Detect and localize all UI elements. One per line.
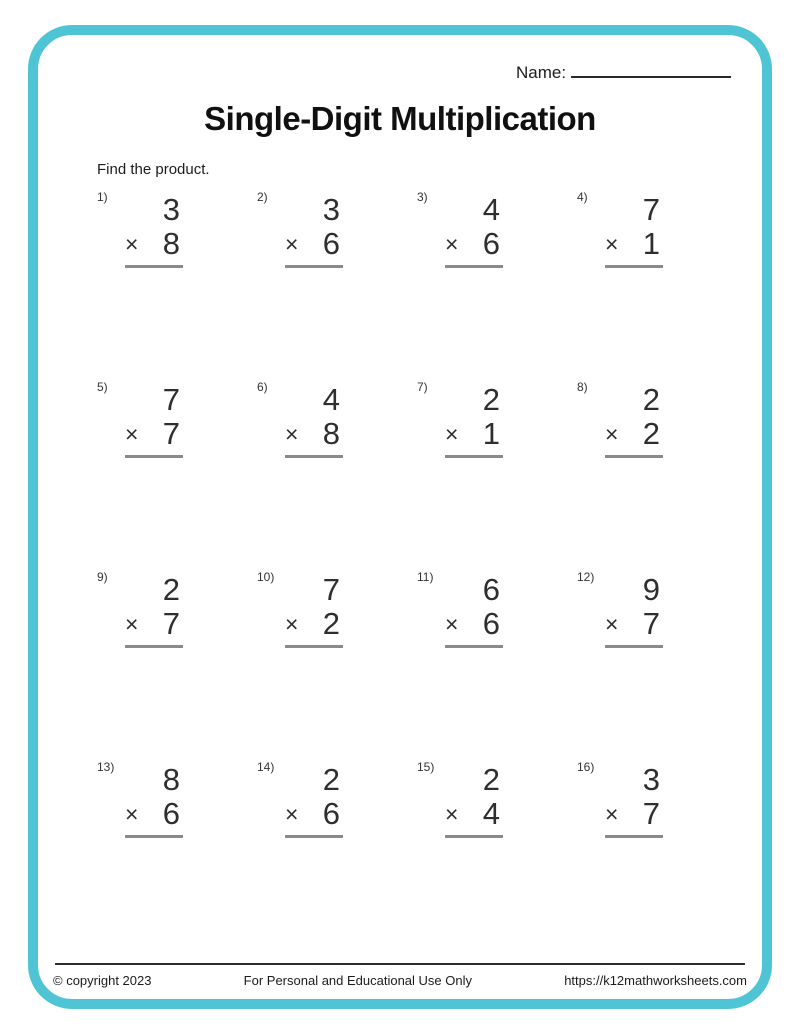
footer-url: https://k12mathworksheets.com xyxy=(564,973,747,988)
name-blank-line xyxy=(571,61,731,78)
problem-cell xyxy=(257,378,343,568)
multiplicand: 4 xyxy=(322,382,340,417)
problem-number: 1) xyxy=(97,190,108,204)
multiply-sign: × xyxy=(285,611,299,637)
multiplier-row xyxy=(605,416,663,452)
multiplier: 7 xyxy=(162,606,180,641)
problem-number: 9) xyxy=(97,570,108,584)
problem-column xyxy=(285,378,343,458)
problem-cell xyxy=(257,758,343,948)
answer-line xyxy=(125,645,183,648)
problem-cell xyxy=(417,378,503,568)
multiplier-row xyxy=(285,416,343,452)
multiplier-row xyxy=(605,796,663,832)
problem-cell xyxy=(577,378,663,568)
answer-line xyxy=(605,455,663,458)
problem-column xyxy=(605,188,663,268)
problem-column xyxy=(445,188,503,268)
multiplier: 6 xyxy=(322,796,340,831)
multiplier-row xyxy=(285,226,343,262)
multiply-sign: × xyxy=(605,801,619,827)
copyright-text: © copyright 2023 xyxy=(53,973,152,988)
multiplier: 7 xyxy=(642,606,660,641)
multiplier: 6 xyxy=(162,796,180,831)
multiply-sign: × xyxy=(125,801,139,827)
problem-column xyxy=(125,568,183,648)
multiply-sign: × xyxy=(605,231,619,257)
multiplicand: 9 xyxy=(642,572,660,607)
multiplier: 2 xyxy=(322,606,340,641)
problem-number: 4) xyxy=(577,190,588,204)
multiplicand: 3 xyxy=(642,762,660,797)
multiplier-row xyxy=(445,416,503,452)
multiplier-row xyxy=(605,606,663,642)
problem-column xyxy=(605,568,663,648)
answer-line xyxy=(285,835,343,838)
problem-cell xyxy=(577,188,663,378)
multiply-sign: × xyxy=(445,421,459,447)
multiplier-row xyxy=(285,796,343,832)
multiplier: 6 xyxy=(322,226,340,261)
name-field-row xyxy=(516,61,731,83)
footer xyxy=(53,973,747,988)
problem-column xyxy=(445,758,503,838)
multiplier: 1 xyxy=(482,416,500,451)
multiplicand: 7 xyxy=(322,572,340,607)
multiply-sign: × xyxy=(125,421,139,447)
problem-column xyxy=(605,758,663,838)
problem-number: 14) xyxy=(257,760,275,774)
multiplicand: 7 xyxy=(642,192,660,227)
multiplicand: 6 xyxy=(482,572,500,607)
multiplier: 8 xyxy=(162,226,180,261)
problem-number: 7) xyxy=(417,380,428,394)
multiplier: 4 xyxy=(482,796,500,831)
answer-line xyxy=(605,835,663,838)
multiplier: 2 xyxy=(642,416,660,451)
answer-line xyxy=(125,265,183,268)
answer-line xyxy=(125,455,183,458)
problem-column xyxy=(285,568,343,648)
problem-column xyxy=(125,188,183,268)
answer-line xyxy=(605,265,663,268)
multiply-sign: × xyxy=(445,231,459,257)
multiplicand: 2 xyxy=(482,382,500,417)
answer-line xyxy=(285,265,343,268)
problem-column xyxy=(125,378,183,458)
problem-column xyxy=(125,758,183,838)
problem-number: 8) xyxy=(577,380,588,394)
answer-line xyxy=(445,265,503,268)
problem-cell xyxy=(97,188,183,378)
problem-number: 10) xyxy=(257,570,275,584)
multiplicand: 8 xyxy=(162,762,180,797)
problem-number: 15) xyxy=(417,760,435,774)
page-title: Single-Digit Multiplication xyxy=(204,100,596,137)
problems-grid xyxy=(97,188,737,948)
multiply-sign: × xyxy=(285,421,299,447)
answer-line xyxy=(285,455,343,458)
problem-number: 11) xyxy=(417,570,434,584)
multiplicand: 2 xyxy=(162,572,180,607)
multiplier-row xyxy=(125,416,183,452)
problem-number: 5) xyxy=(97,380,108,394)
multiply-sign: × xyxy=(125,231,139,257)
problem-cell xyxy=(577,568,663,758)
multiplicand: 4 xyxy=(482,192,500,227)
problem-number: 12) xyxy=(577,570,595,584)
problem-column xyxy=(605,378,663,458)
answer-line xyxy=(445,835,503,838)
multiply-sign: × xyxy=(125,611,139,637)
problem-number: 13) xyxy=(97,760,115,774)
multiplier-row xyxy=(445,226,503,262)
multiplier-row xyxy=(125,796,183,832)
multiplicand: 3 xyxy=(322,192,340,227)
multiplicand: 2 xyxy=(642,382,660,417)
multiplier-row xyxy=(125,606,183,642)
problem-number: 16) xyxy=(577,760,595,774)
multiplier-row xyxy=(445,606,503,642)
multiply-sign: × xyxy=(285,801,299,827)
multiply-sign: × xyxy=(285,231,299,257)
instructions-text: Find the product. xyxy=(97,161,210,178)
problem-column xyxy=(285,758,343,838)
multiplier-row xyxy=(285,606,343,642)
problem-cell xyxy=(97,378,183,568)
problem-cell xyxy=(257,568,343,758)
multiply-sign: × xyxy=(445,801,459,827)
problem-cell xyxy=(97,568,183,758)
multiplier-row xyxy=(605,226,663,262)
problem-cell xyxy=(577,758,663,948)
multiply-sign: × xyxy=(605,421,619,447)
multiplicand: 3 xyxy=(162,192,180,227)
multiplier: 8 xyxy=(322,416,340,451)
problem-column xyxy=(445,378,503,458)
problem-column xyxy=(285,188,343,268)
problem-cell xyxy=(417,188,503,378)
answer-line xyxy=(445,455,503,458)
problem-column xyxy=(445,568,503,648)
answer-line xyxy=(605,645,663,648)
multiplicand: 2 xyxy=(482,762,500,797)
multiplicand: 2 xyxy=(322,762,340,797)
multiply-sign: × xyxy=(445,611,459,637)
multiplier: 1 xyxy=(642,226,660,261)
problem-cell xyxy=(417,758,503,948)
multiplicand: 7 xyxy=(162,382,180,417)
answer-line xyxy=(445,645,503,648)
problem-cell xyxy=(417,568,503,758)
problem-cell xyxy=(257,188,343,378)
multiply-sign: × xyxy=(605,611,619,637)
multiplier-row xyxy=(445,796,503,832)
answer-line xyxy=(125,835,183,838)
footer-divider xyxy=(55,963,745,965)
problem-number: 6) xyxy=(257,380,268,394)
multiplier: 6 xyxy=(482,606,500,641)
multiplier-row xyxy=(125,226,183,262)
problem-cell xyxy=(97,758,183,948)
multiplier: 7 xyxy=(162,416,180,451)
answer-line xyxy=(285,645,343,648)
name-label: Name: xyxy=(516,63,567,82)
problem-number: 3) xyxy=(417,190,428,204)
usage-text: For Personal and Educational Use Only xyxy=(243,973,473,988)
multiplier: 7 xyxy=(642,796,660,831)
multiplier: 6 xyxy=(482,226,500,261)
problem-number: 2) xyxy=(257,190,268,204)
